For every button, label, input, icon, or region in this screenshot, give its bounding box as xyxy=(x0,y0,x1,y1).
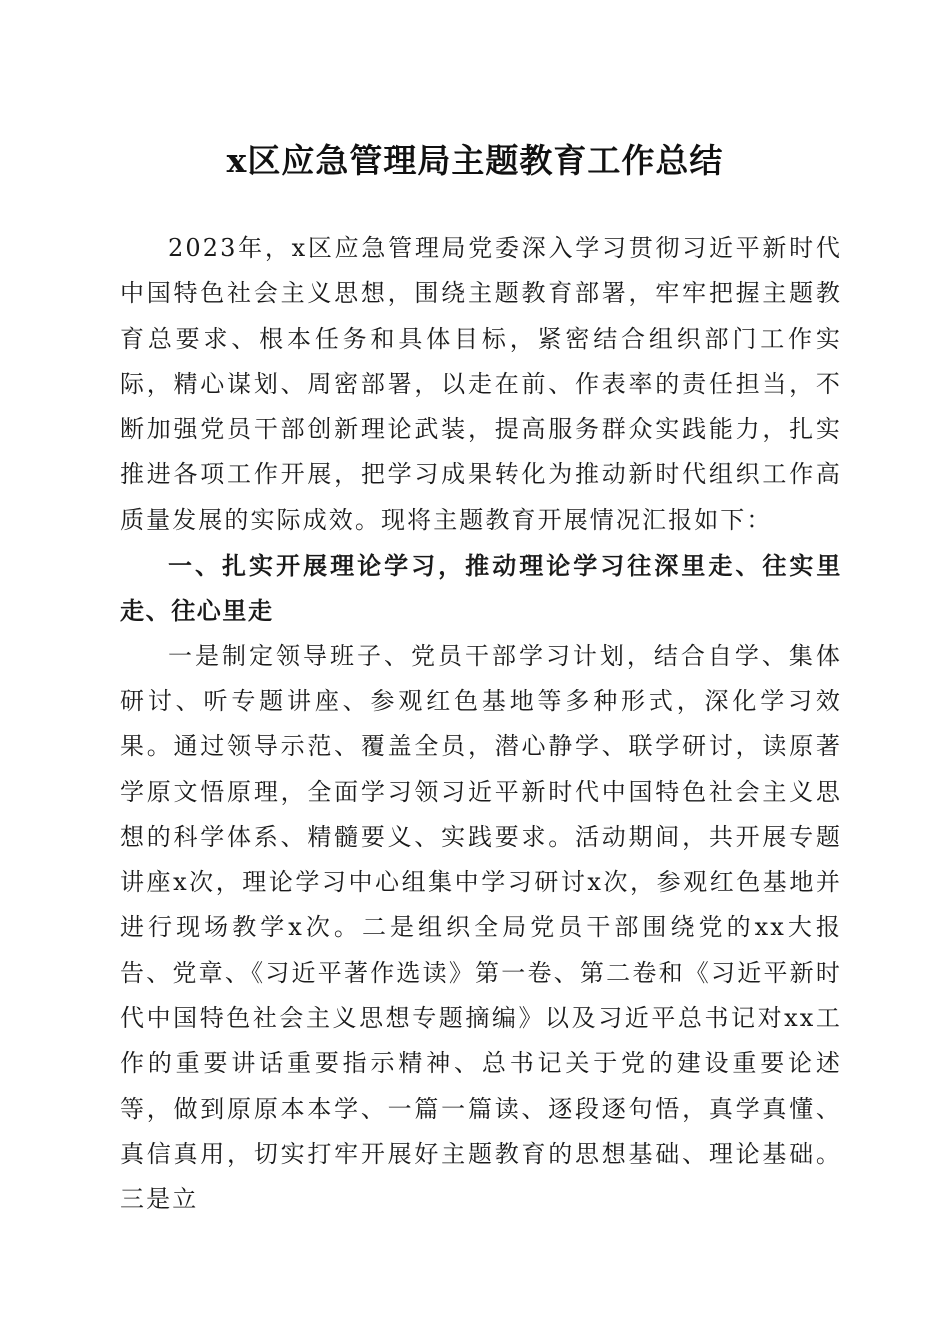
document-body xyxy=(120,226,842,1223)
section-1-paragraph: 一是制定领导班子、党员干部学习计划，结合自学、集体研讨、听专题讲座、参观红色基地等多种形式，深化学习效果。通过领导示范、覆盖全员，潜心静学、联学研讨，读原著学原文悟原理，全面学习领习近平新时代中国特色社会主义思想的科学体系、精髓要义、实践要求。活动期间，共开展专题讲座x次，理论学习中心组集中学习研讨x次，参观红色基地并进行现场教学x次。二是组织全局党员干部围绕党的xx大报告、党章、《习近平著作选读》第一卷、第二卷和《习近平新时代中国特色社会主义思想专题摘编》以及习近平总书记对xx工作的重要讲话重要指示精神、总书记关于党的建设重要论述等，做到原原本本学、一篇一篇读、逐段逐句悟，真学真懂、真信真用，切实打牢开展好主题教育的思想基础、理论基础。三是立 xyxy=(120,641,842,1214)
document-title: x区应急管理局主题教育工作总结 xyxy=(226,141,724,180)
section-heading-1: 一、扎实开展理论学习，推动理论学习往深里走、往实里走、往心里走 xyxy=(120,551,842,626)
intro-paragraph: 2023年，x区应急管理局党委深入学习贯彻习近平新时代中国特色社会主义思想，围绕主题教育部署，牢牢把握主题教育总要求、根本任务和具体目标，紧密结合组织部门工作实际，精心谋划、周密部署，以走在前、作表率的责任担当，不断加强党员干部创新理论武装，提高服务群众实践能力，扎实推进各项工作开展，把学习成果转化为推动新时代组织工作高质量发展的实际成效。现将主题教育开展情况汇报如下： xyxy=(120,234,842,534)
